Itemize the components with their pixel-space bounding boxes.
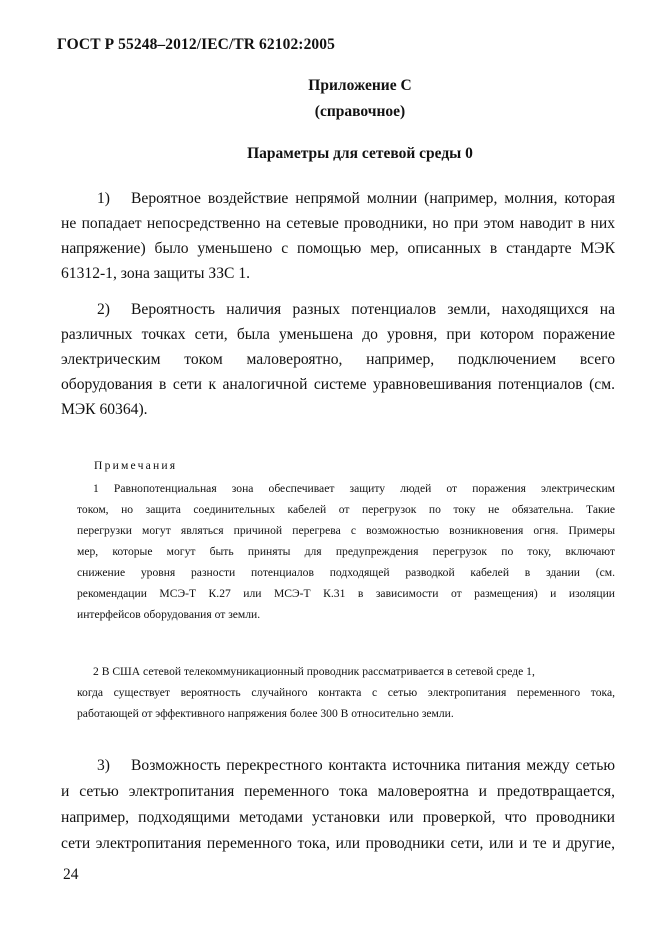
note-1-line: перегрузки могут являться причиной перегрева с возможностью возникновения огня. Примеры [77, 524, 615, 537]
page-number: 24 [63, 866, 79, 883]
list-item-1-line-1: 1) Вероятное воздействие непрямой молнии (например, молния, которая [97, 188, 615, 210]
list-item-2-number: 2) [97, 301, 110, 318]
list-item-2-line-1: 2) Вероятность наличия разных потенциалов земли, находящихся на [97, 299, 615, 321]
note-2-line: 2 В США сетевой телекоммуникационный проводник рассматривается в сетевой среде 1, [93, 665, 535, 678]
list-item-3-line-3: например, подходящими методами установки или проверкой, что проводники [61, 809, 615, 826]
list-item-1-line-4: 61312-1, зона защиты ЗЗС 1. [61, 265, 251, 282]
list-item-1-line-2: не попадает непосредственно на сетевые проводники, но при этом наводит в них [61, 215, 615, 232]
note-1-line: интерфейсов оборудования от земли. [77, 608, 261, 621]
list-item-2-line-4: оборудования в сети к аналогичной системе уравновешивания потенциалов (см. [61, 376, 615, 393]
list-item-2-line-2: различных точках сети, была уменьшена до уровня, при котором поражение [61, 326, 615, 343]
appendix-heading: Параметры для сетевой среды 0 [247, 145, 473, 162]
note-2-line: когда существует вероятность случайного контакта с сетью электропитания переменного тока, [77, 686, 615, 699]
note-1-line: рекомендации МСЭ-Т К.27 или МСЭ-Т К.31 в зависимости от размещения) и изоляции [77, 587, 615, 600]
note-1-line: током, но защита соединительных кабелей от перегрузок по току не обязательна. Такие [77, 503, 615, 516]
standard-code-header: ГОСТ Р 55248–2012/IEC/TR 62102:2005 [57, 36, 335, 53]
note-1-line: снижение уровня разности потенциалов подходящей разводкой кабелей в здании (см. [77, 566, 615, 579]
appendix-title: Приложение С [308, 77, 412, 94]
note-1-line: мер, которые могут быть приняты для предупреждения перегрузок по току, включают [77, 545, 615, 558]
list-item-1-line-3: напряжение) было уменьшено с помощью мер, описанных в стандарте МЭК [61, 240, 615, 257]
notes-label: Примечания [94, 459, 178, 472]
list-item-3-number: 3) [97, 757, 110, 774]
list-item-3-line-1: 3) Возможность перекрестного контакта источника питания между сетью [97, 755, 615, 777]
list-item-3-line-2: и сетью электропитания переменного тока маловероятна и предотвращается, [61, 783, 615, 800]
list-item-2-line-3: электрическим током маловероятно, например, подключением всего [61, 351, 615, 368]
list-item-3-line-4: сети электропитания переменного тока, или проводники сети, или и те и другие, [61, 835, 615, 852]
list-item-2-line-5: МЭК 60364). [61, 401, 148, 418]
note-2-line: работающей от эффективного напряжения более 300 В относительно земли. [77, 707, 454, 720]
note-1-line: 1 Равнопотенциальная зона обеспечивает защиту людей от поражения электрическим [93, 482, 615, 495]
list-item-1-number: 1) [97, 190, 110, 207]
appendix-type: (справочное) [314, 103, 406, 120]
